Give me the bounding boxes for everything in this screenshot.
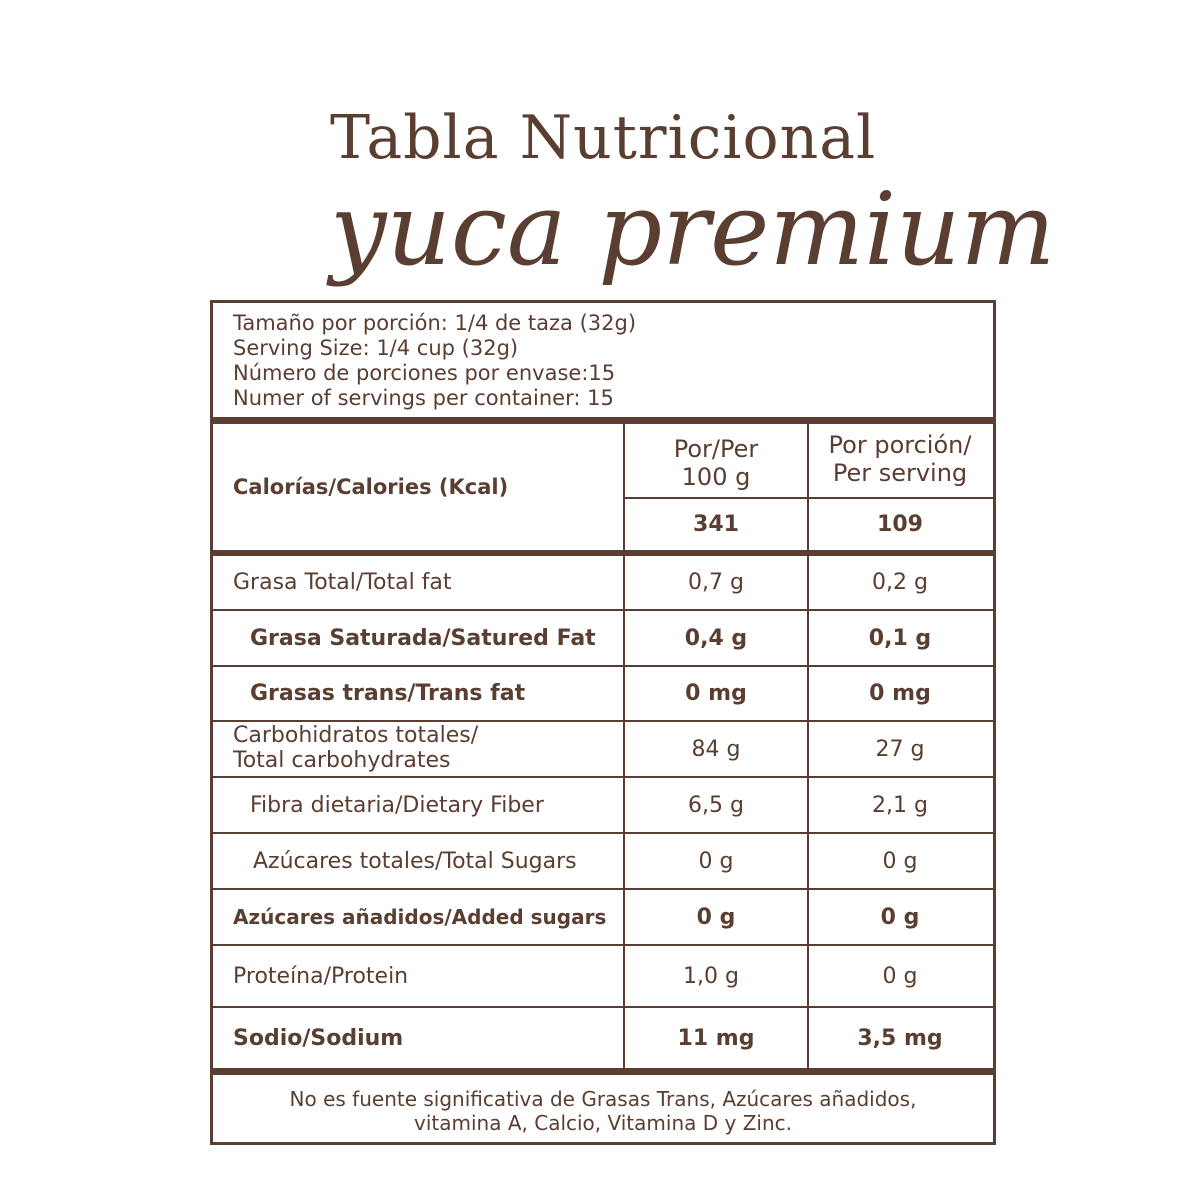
servings-per-container-en: Numer of servings per container: 15 (233, 386, 614, 410)
serving-size-en: Serving Size: 1/4 cup (32g) (233, 336, 519, 360)
row-label-trans-fat: Grasas trans/Trans fat (250, 681, 526, 706)
row-label-saturated-fat: Grasa Saturada/Satured Fat (250, 625, 596, 651)
protein-per-serving: 0 g (882, 963, 918, 989)
servings-per-container-es: Número de porciones por envase:15 (233, 361, 616, 385)
sodium-per-serving: 3,5 mg (857, 1025, 943, 1051)
row-label-sodium: Sodio/Sodium (233, 1025, 404, 1051)
row-label-carbs-2: Total carbohydrates (233, 748, 451, 773)
trans-fat-per-serving: 0 mg (869, 681, 931, 706)
row-label-protein: Proteína/Protein (233, 963, 409, 989)
saturated-fat-per-serving: 0,1 g (868, 625, 932, 651)
calories-per-serving: 109 (877, 512, 923, 537)
carbs-per-100g: 84 g (691, 736, 741, 762)
total-fat-per-serving: 0,2 g (872, 570, 928, 595)
serving-size-es: Tamaño por porción: 1/4 de taza (32g) (233, 311, 637, 335)
row-label-carbs-1: Carbohidratos totales/ (233, 723, 479, 748)
trans-fat-per-100g: 0 mg (685, 681, 747, 706)
per-serving-header-2: Per serving (832, 459, 968, 487)
product-name: yuca premium (330, 171, 1056, 288)
footer-note-line-1: No es fuente significativa de Grasas Trans, Azúcares añadidos, (289, 1087, 917, 1111)
calories-per-100g: 341 (693, 512, 739, 537)
fiber-per-100g: 6,5 g (688, 792, 744, 818)
divider-thick (213, 1068, 993, 1075)
row-label-added-sugars: Azúcares añadidos/Added sugars (233, 905, 607, 929)
total-sugars-per-100g: 0 g (698, 848, 734, 874)
per-100g-header-1: Por/Per (673, 435, 759, 463)
page-title: Tabla Nutricional (330, 103, 877, 173)
per-100g-header-2: 100 g (681, 463, 751, 491)
added-sugars-per-serving: 0 g (880, 904, 920, 930)
carbs-per-serving: 27 g (875, 736, 925, 762)
fiber-per-serving: 2,1 g (872, 792, 928, 818)
row-label-total-sugars: Azúcares totales/Total Sugars (253, 848, 577, 874)
calories-label: Calorías/Calories (Kcal) (233, 475, 509, 499)
total-sugars-per-serving: 0 g (882, 848, 918, 874)
per-serving-header-1: Por porción/ (828, 431, 972, 459)
row-label-fiber: Fibra dietaria/Dietary Fiber (250, 792, 544, 818)
total-fat-per-100g: 0,7 g (688, 570, 744, 595)
divider-thick (213, 417, 993, 424)
added-sugars-per-100g: 0 g (696, 904, 736, 930)
protein-per-100g: 1,0 g (683, 963, 739, 989)
nutrition-table (210, 300, 996, 1145)
footer-note-line-2: vitamina A, Calcio, Vitamina D y Zinc. (414, 1111, 792, 1135)
sodium-per-100g: 11 mg (677, 1025, 755, 1051)
saturated-fat-per-100g: 0,4 g (684, 625, 748, 651)
row-label-total-fat: Grasa Total/Total fat (233, 570, 452, 595)
